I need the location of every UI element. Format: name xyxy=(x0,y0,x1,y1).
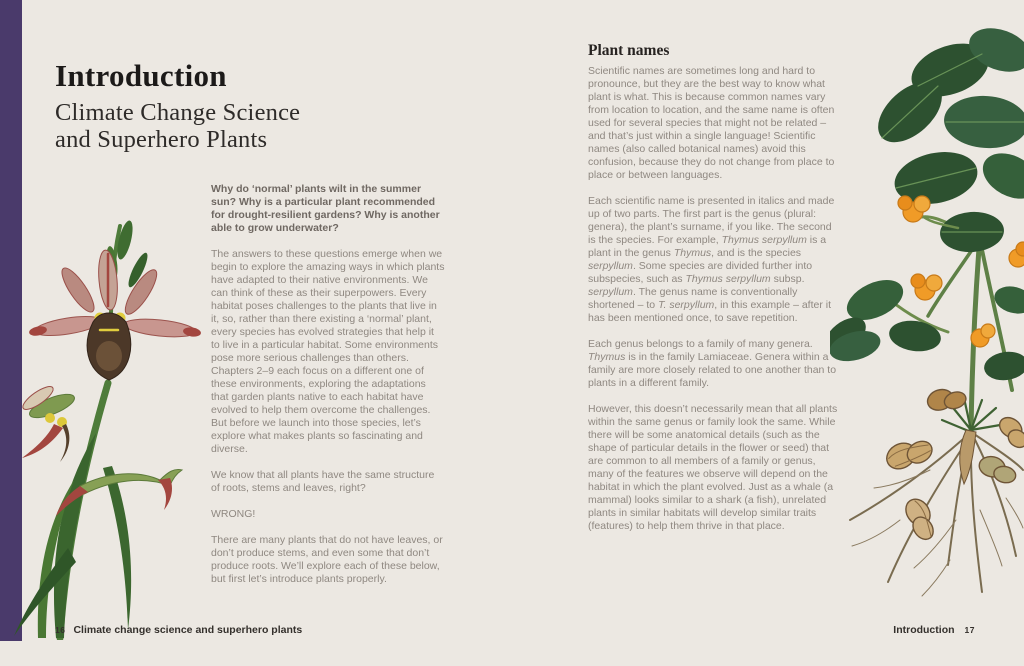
right-footer-label: Introduction xyxy=(893,624,955,636)
paragraph: Each scientific name is presented in italics and made up of two parts. The first part is the genus (plural: genera), the plant’s surname, if you like. The second is the species. For example, Thymus serpyllum is a plant in the genus Thymus, and is the species serpyllum. Some species are divided further into subspecies, such as Thymus serpyllum subsp. serpyllum. The genus name is conventionally shortened – to T. serpyllum, in this example – after it has been mentioned once, to save repetition. xyxy=(588,195,835,324)
left-page-footer xyxy=(55,624,302,636)
right-page-number: 17 xyxy=(964,625,975,635)
left-text-column xyxy=(211,183,445,599)
paragraph: WRONG! xyxy=(211,508,256,520)
chapter-subtitle-line1: Climate Change Science xyxy=(55,98,301,126)
chapter-title-block xyxy=(55,60,455,154)
paragraph: Each genus belongs to a family of many genera. Thymus is in the family Lamiaceae. Genera within a family are more closely related to one another than to plants in a different family. xyxy=(588,338,837,389)
paragraph: There are many plants that do not have leaves, or don’t produce stems, and even some that don’t produce roots. We’ll explore each of these below, but first let’s introduce plants properly. xyxy=(211,534,443,585)
peanut-plant-illustration xyxy=(830,0,1024,620)
paragraph: We know that all plants have the same structure of roots, stems and leaves, right? xyxy=(211,469,435,494)
section-title: Plant names xyxy=(588,42,670,59)
paragraph: Scientific names are sometimes long and hard to pronounce, but they are the best way to know what plant is what. This is because common names vary from location to location, and the same name is often used for several species that might not be related – and that’s just within a single language! Scientific names (also called botanical names) avoid this confusion, because they do not change from place to place or between languages. xyxy=(588,65,835,181)
orchid-illustration xyxy=(8,218,208,640)
chapter-title: Introduction xyxy=(55,58,227,93)
right-page-footer xyxy=(893,624,975,636)
left-page-number: 16 xyxy=(55,625,66,635)
right-text-column xyxy=(588,44,839,546)
lead-paragraph: Why do ‘normal’ plants wilt in the summer sun? Why is a particular plant recommended for drought-resilient gardens? Why is another able to grow underwater? xyxy=(211,183,440,234)
left-footer-label: Climate change science and superhero plants xyxy=(73,624,303,636)
chapter-subtitle xyxy=(55,99,455,154)
paragraph: The answers to these questions emerge when we begin to explore the amazing ways in which plants have adapted to their native environments. We can think of these as their superpowers. Every habitat poses challenges to the plants that live in it, so, rather than there existing a ‘normal’ plant, every species has evolved strategies that help it to live in a particular habitat. Some environments pose more serious challenges than others. Chapters 2–9 each focus on a different one of these environments, exploring the adaptations that garden plants native to each habitat have evolved to help them overcome the challenges. But before we launch into those species, let’s explore what makes plants so fascinating and diverse. xyxy=(211,248,445,455)
paragraph: However, this doesn’t necessarily mean that all plants within the same genus or family look the same. While there will be some anatomical details (such as the shape of particular details in the flower or seed) that are common to all members of a family or genus, many of the features we observe will depend on the habitat in which the plant evolved. Just as a whale (a mammal) looks similar to a shark (a fish), unrelated plants in similar habitats will develop similar traits (features) to help them thrive in that place. xyxy=(588,403,838,532)
chapter-subtitle-line2: and Superhero Plants xyxy=(55,126,268,154)
